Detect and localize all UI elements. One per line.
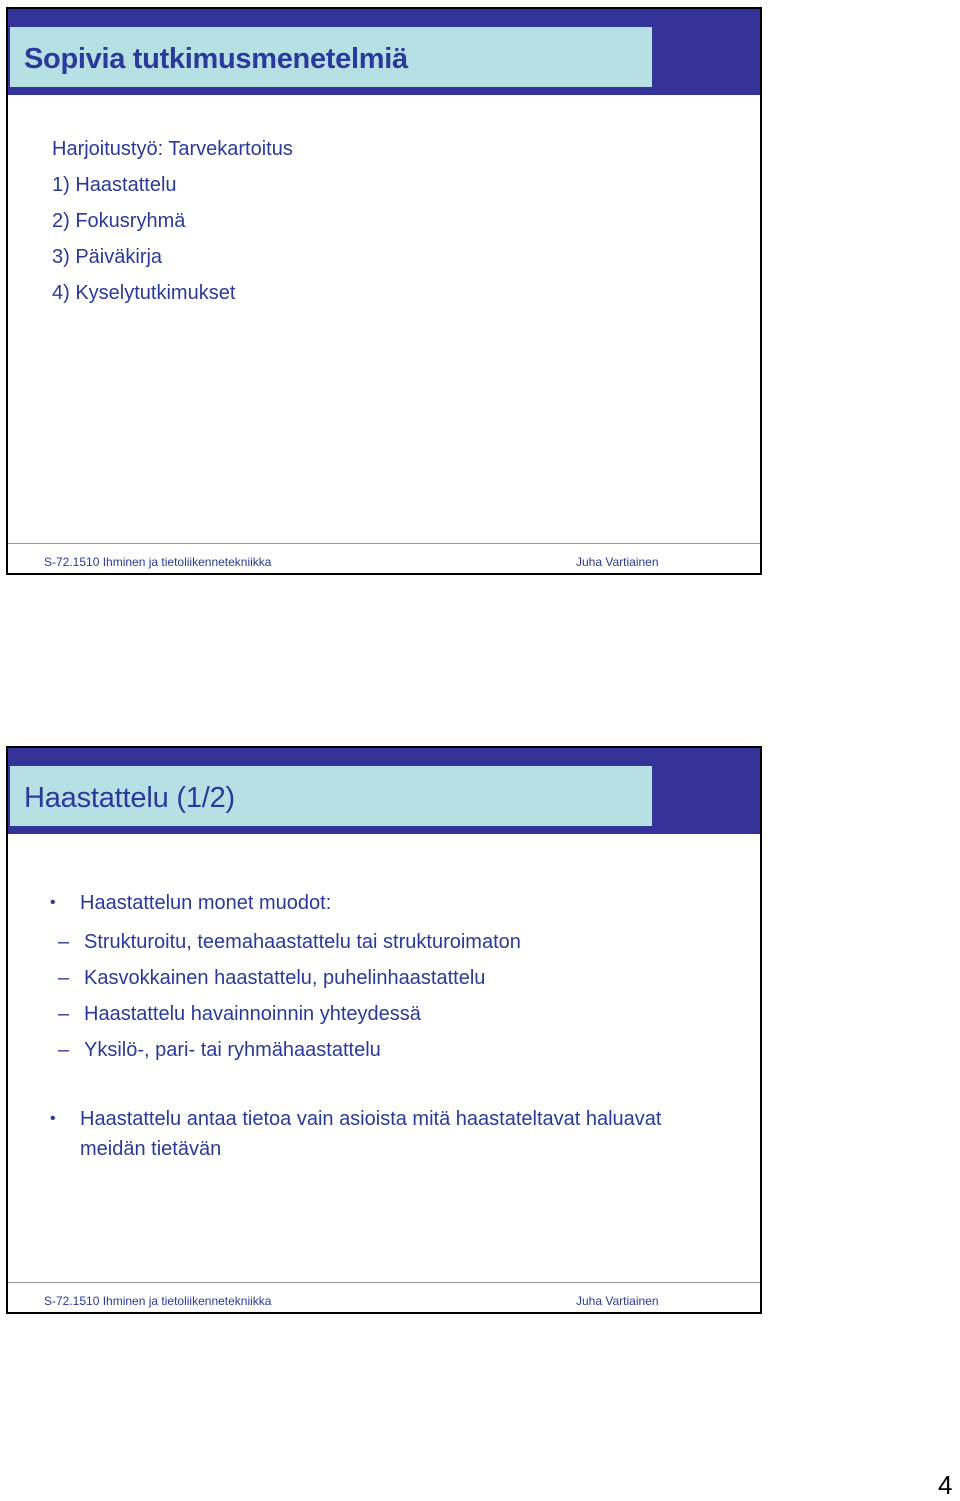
dash-icon: – <box>58 931 70 953</box>
title-band <box>8 9 760 95</box>
page-number: 4 <box>938 1470 953 1500</box>
methods-list <box>52 131 293 311</box>
list-item: 4) Kyselytutkimukset <box>52 282 236 304</box>
sub-item-text: Strukturoitu, teemahaastattelu tai strukturoimaton <box>84 931 521 953</box>
footer-author: Juha Vartiainen <box>576 555 659 569</box>
bullet-text: Haastattelu antaa tietoa vain asioista mitä haastateltavat haluavat meidän tietävän <box>80 1108 662 1160</box>
slide-title: Haastattelu (1/2) <box>24 782 235 814</box>
slide-2 <box>6 746 762 1314</box>
list-item: 3) Päiväkirja <box>52 246 163 268</box>
footer-course: S-72.1510 Ihminen ja tietoliikennetekniikka <box>44 555 272 569</box>
footer-divider <box>8 1282 760 1283</box>
list-item: 1) Haastattelu <box>52 174 177 196</box>
list-item: 2) Fokusryhmä <box>52 210 186 232</box>
bullet-list <box>50 1104 710 1164</box>
title-box <box>10 27 652 87</box>
slide-title: Sopivia tutkimusmenetelmiä <box>24 43 408 75</box>
title-box <box>10 766 652 826</box>
sub-item <box>50 960 730 996</box>
slide-1 <box>6 7 762 575</box>
sub-item <box>50 1032 730 1068</box>
sub-item <box>50 924 730 960</box>
sub-item-text: Kasvokkainen haastattelu, puhelinhaastattelu <box>84 967 486 989</box>
bullet-text: Haastattelun monet muodot: <box>80 892 332 914</box>
footer-divider <box>8 543 760 544</box>
sub-list <box>50 924 730 1068</box>
sub-item-text: Haastattelu havainnoinnin yhteydessä <box>84 1003 421 1025</box>
bullet-icon: • <box>50 894 56 911</box>
sub-item <box>50 996 730 1032</box>
list-item: Harjoitustyö: Tarvekartoitus <box>52 138 293 160</box>
bullet-icon: • <box>50 1110 56 1127</box>
title-band <box>8 748 760 834</box>
dash-icon: – <box>58 967 70 989</box>
sub-item-text: Yksilö-, pari- tai ryhmähaastattelu <box>84 1039 381 1061</box>
footer-author: Juha Vartiainen <box>576 1294 659 1308</box>
bullet-list <box>50 888 730 1068</box>
bullet-item <box>50 888 730 1068</box>
bullet-item <box>50 1104 710 1164</box>
footer-course: S-72.1510 Ihminen ja tietoliikennetekniikka <box>44 1294 272 1308</box>
dash-icon: – <box>58 1003 70 1025</box>
dash-icon: – <box>58 1039 70 1061</box>
